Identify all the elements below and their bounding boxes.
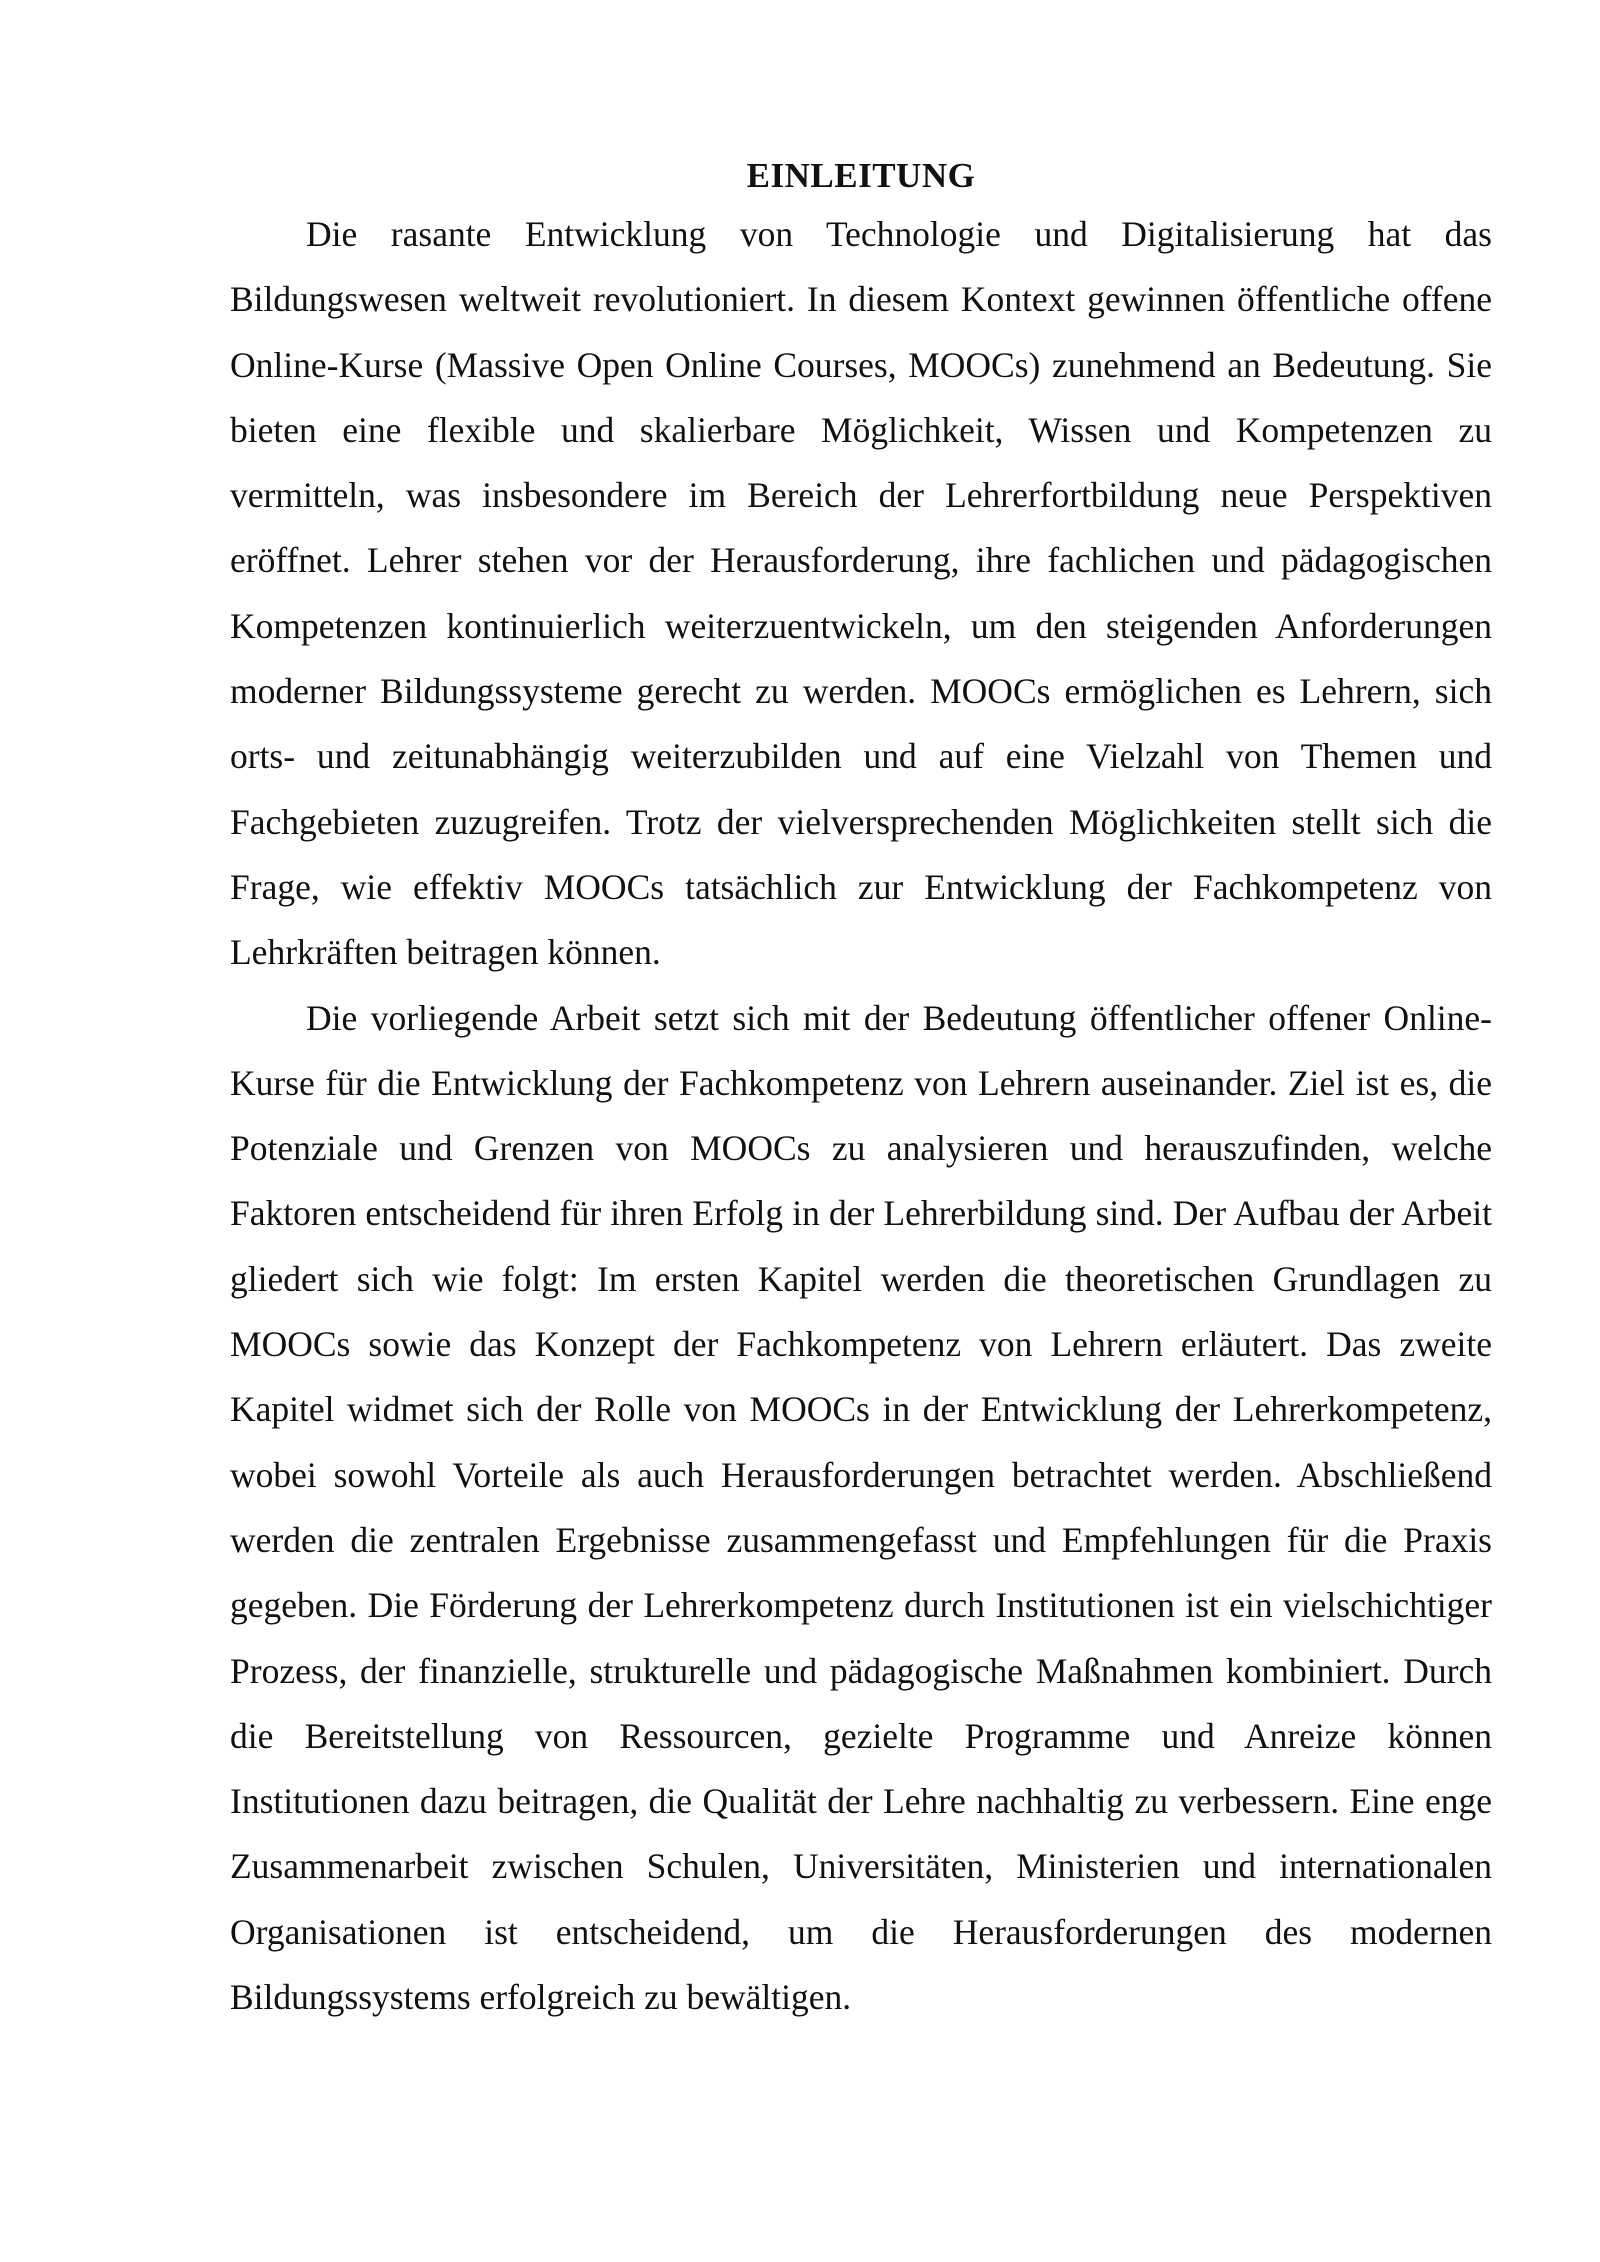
document-body bbox=[230, 150, 1492, 2030]
paragraph-structure: Die vorliegende Arbeit setzt sich mit der Bedeutung öffentlicher offener Online-Kurse für die Entwicklung der Fachkompetenz von Lehrern auseinander. Ziel ist es, die Potenziale und Grenzen von MOOCs zu analysieren und herauszufinden, welche Faktoren entscheidend für ihren Erfolg in der Lehrerbildung sind. Der Aufbau der Arbeit gliedert sich wie folgt: Im ersten Kapitel werden die theoretischen Grundlagen zu MOOCs sowie das Konzept der Fachkompetenz von Lehrern erläutert. Das zweite Kapitel widmet sich der Rolle von MOOCs in der Entwicklung der Lehrerkompetenz, wobei sowohl Vorteile als auch Herausforderungen betrachtet werden. Abschließend werden die zentralen Ergebnisse zusammengefasst und Empfehlungen für die Praxis gegeben. Die Förderung der Lehrerkompetenz durch Institutionen ist ein vielschichtiger Prozess, der finanzielle, strukturelle und pädagogische Maßnahmen kombiniert. Durch die Bereitstellung von Ressourcen, gezielte Programme und Anreize können Institutionen dazu beitragen, die Qualität der Lehre nachhaltig zu verbessern. Eine enge Zusammenarbeit zwischen Schulen, Universitäten, Ministerien und internationalen Organisationen ist entscheidend, um die Herausforderungen des modernen Bildungssystems erfolgreich zu bewältigen. bbox=[230, 997, 1492, 2018]
document-title: EINLEITUNG bbox=[746, 156, 976, 195]
paragraph-introduction: Die rasante Entwicklung von Technologie und Digitalisierung hat das Bildungswesen weltweit revolutioniert. In diesem Kontext gewinnen öffentliche offene Online-Kurse (Massive Open Online Courses, MOOCs) zunehmend an Bedeutung. Sie bieten eine flexible und skalierbare Möglichkeit, Wissen und Kompetenzen zu vermitteln, was insbesondere im Bereich der Lehrerfortbildung neue Perspektiven eröffnet. Lehrer stehen vor der Herausforderung, ihre fachlichen und pädagogischen Kompetenzen kontinuierlich weiterzuentwickeln, um den steigenden Anforderungen moderner Bildungssysteme gerecht zu werden. MOOCs ermöglichen es Lehrern, sich orts- und zeitunabhängig weiterzubilden und auf eine Vielzahl von Themen und Fachgebieten zuzugreifen. Trotz der vielversprechenden Möglichkeiten stellt sich die Frage, wie effektiv MOOCs tatsächlich zur Entwicklung der Fachkompetenz von Lehrkräften beitragen können. bbox=[230, 214, 1492, 973]
